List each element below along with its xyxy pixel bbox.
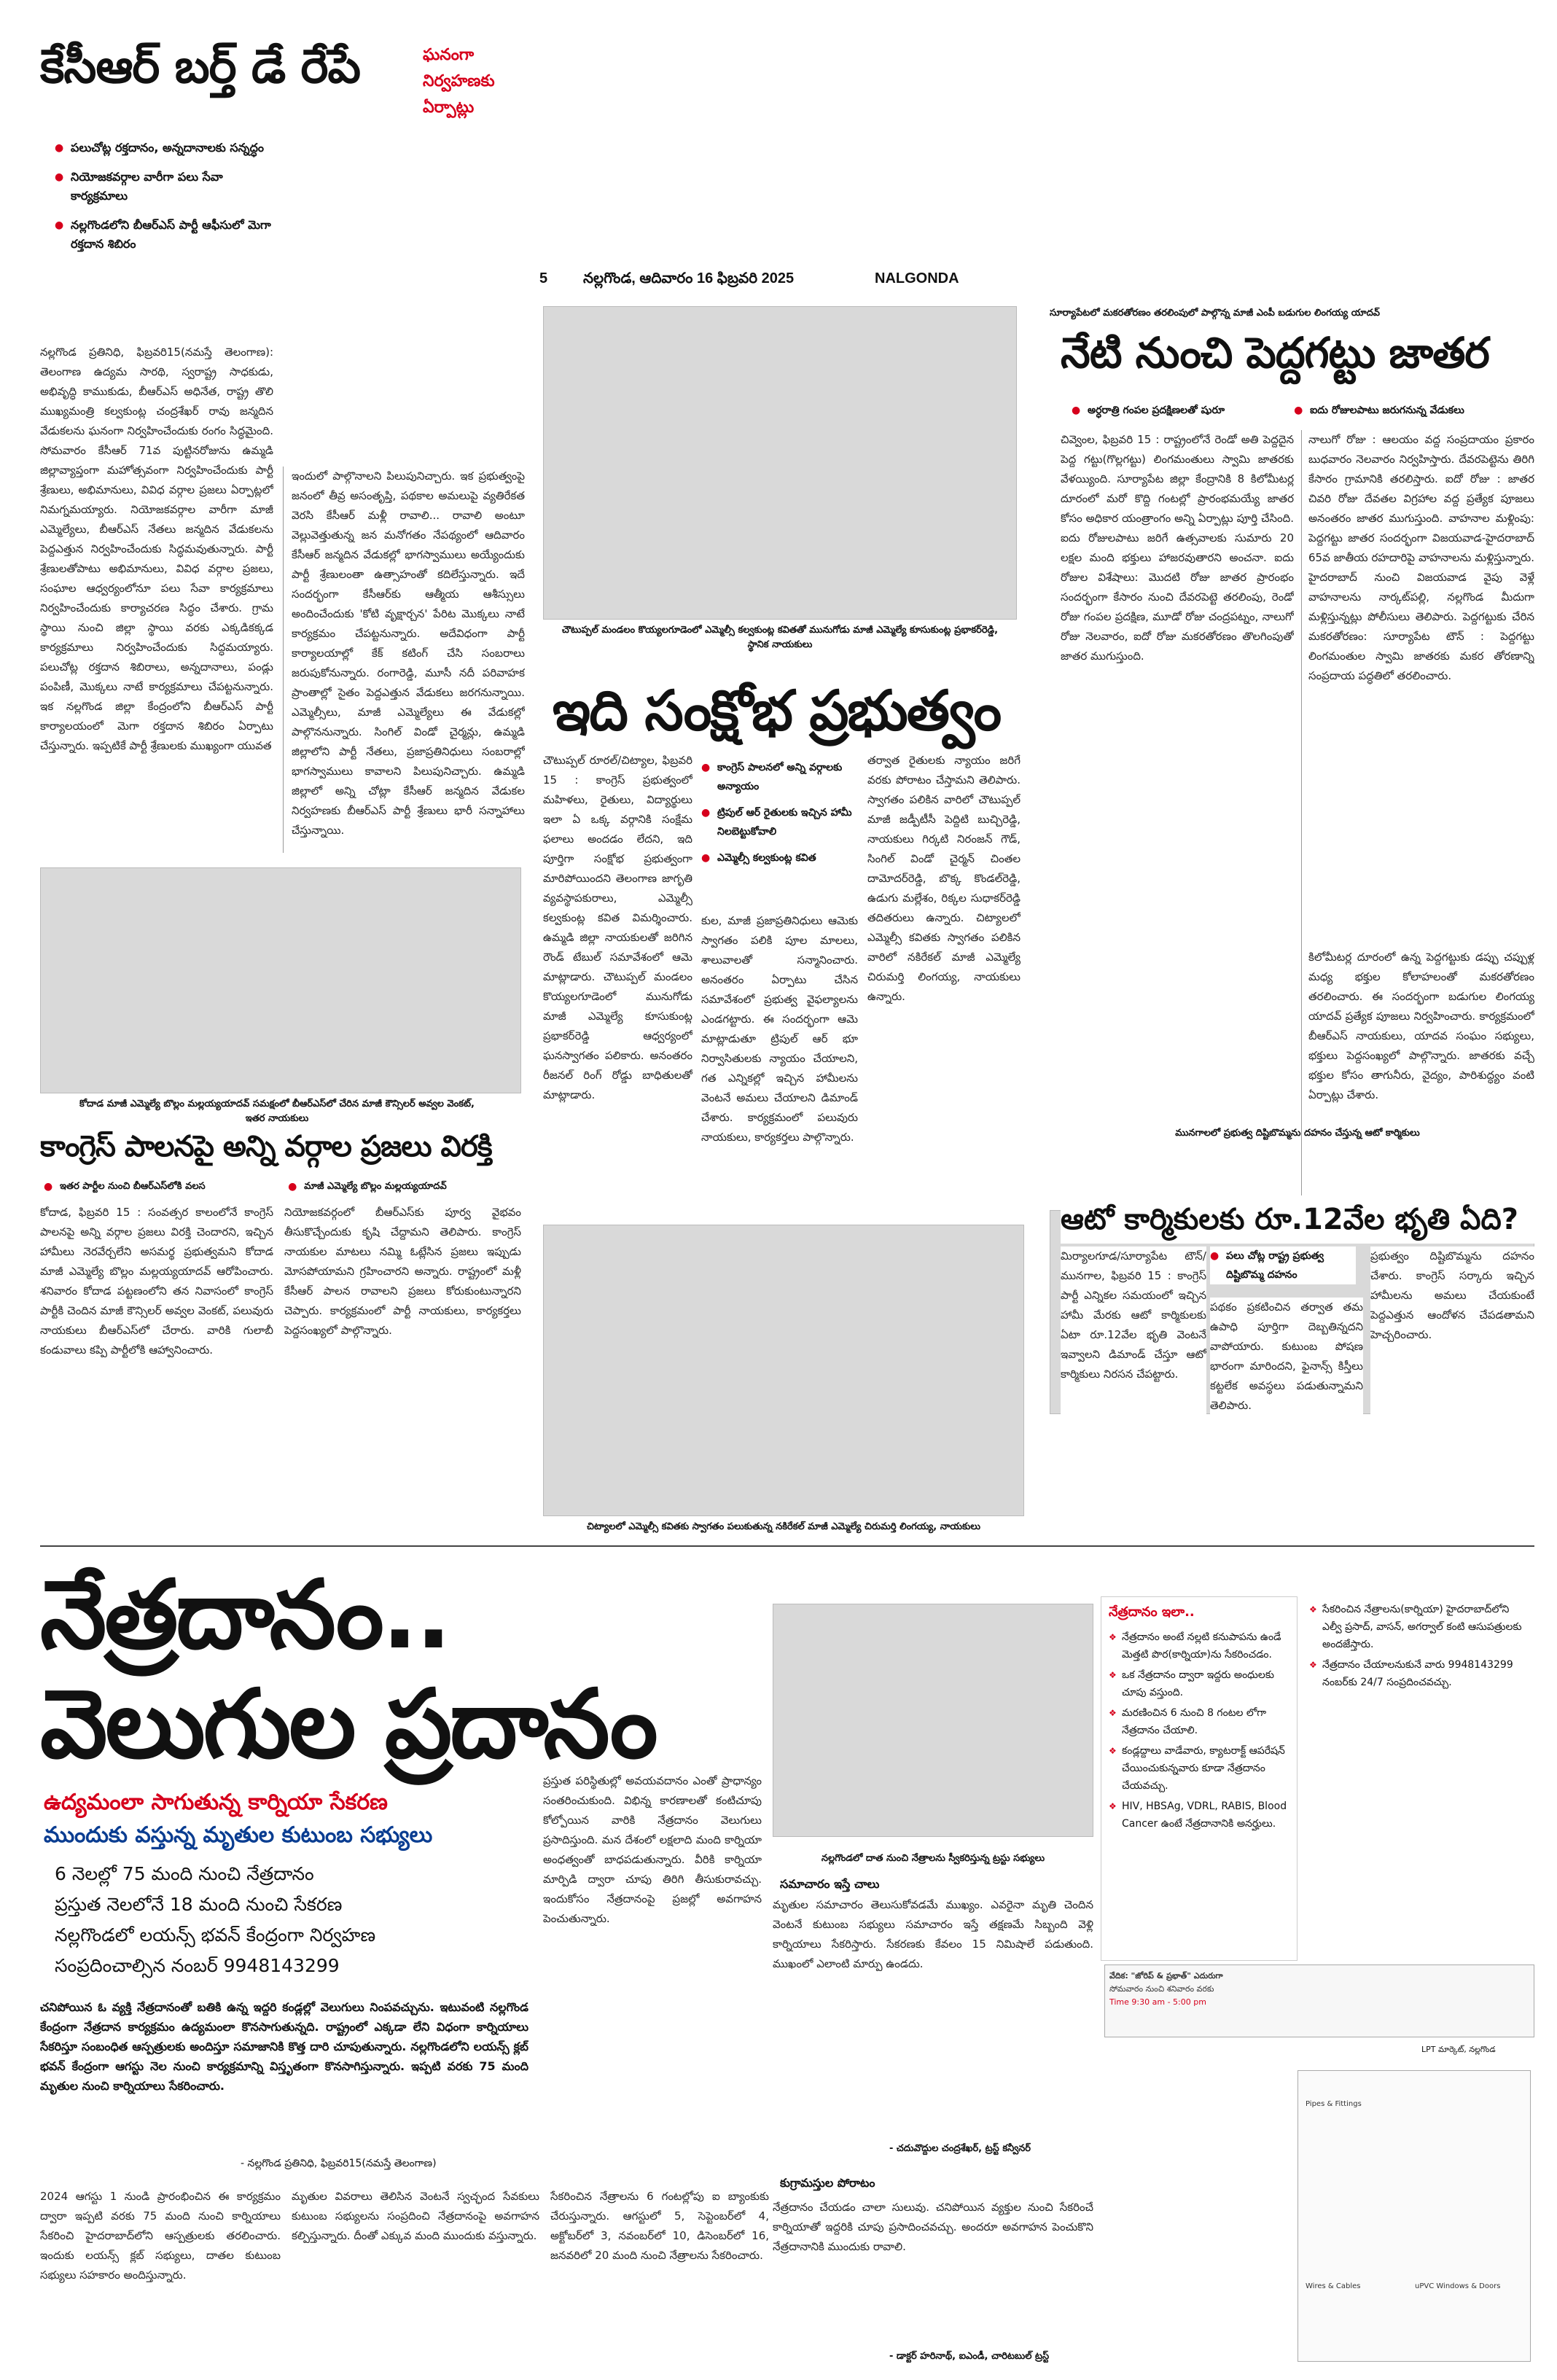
info-item: ❖ నేత్రదానం అంటే నల్లటి కనుపాపను ఉండే మెత్తటి పొర(కార్నియా)ను సేకరించడం. — [1109, 1628, 1289, 1663]
photo-caption: మునగాలలో ప్రభుత్వ దిష్టిబొమ్మను దహనం చేస్తున్న ఆటో కార్మికులు — [1175, 1128, 1420, 1139]
info-box-list — [1109, 1628, 1289, 1833]
congress-bullets — [44, 1177, 518, 1196]
ad-line: వేదిక: "జోరిప్ & ప్రభాత్" ఎదురుగా — [1109, 1971, 1223, 1981]
jatara-body-col3: కిలోమీటర్ల దూరంలో ఉన్న పెద్దగట్టుకు డప్పు చప్పుళ్ల మధ్య భక్తుల కోలాహలంతో మకరతోరణం తరలించారు. ఈ సందర్భంగా బడుగుల లింగయ్య యాదవ్ ప్రత్యేక పూజలు నిర్వహించారు. కార్యక్రమంలో బీఆర్ఎస్ నాయకులు, యాదవ సంఘం సభ్యులు, భక్తులు పెద్దసంఖ్యలో పాల్గొన్నారు. జాతరకు వచ్చే భక్తుల కోసం తాగునీరు, వైద్యం, పారిశుద్ధ్యం వంటి ఏర్పాట్లు చేశారు. — [1308, 951, 1534, 1101]
info-item: ❖ మరణించిన 6 నుంచి 8 గంటల లోగా నేత్రదానం చేయాలి. — [1109, 1704, 1289, 1739]
column-divider — [283, 467, 284, 853]
eye-subhead-2: ముందుకు వస్తున్న మృతుల కుటుంబ సభ్యులు — [44, 1822, 433, 1848]
kavitha-photo-2 — [543, 1225, 1024, 1516]
info-item: ❖ నేత్రదానం చేయాలనుకునే వారు 9948143299 నంబర్‌కు 24/7 సంప్రదించవచ్చు. — [1309, 1656, 1526, 1691]
eye-body-col-b: మృతుల సమాచారం తెలుసుకోవడమే ముఖ్యం. ఎవరైనా మృతి చెందిన వెంటనే కుటుంబ సభ్యులు సమాచారం ఇస్తే తక్షణమే సిబ్బంది వెళ్లి కార్నియాలు సేకరిస్తారు. సేకరణకు కేవలం 15 నిమిషాలే పడుతుంది. ముఖంలో ఎలాంటి మార్పు ఉండదు. — [773, 1898, 1093, 1970]
ad-line: Time 9:30 am - 5:00 pm — [1109, 1997, 1206, 2007]
eye-point: సంప్రదించాల్సిన నంబర్ 9948143299 — [55, 1955, 340, 1976]
jatara-bullets — [1072, 401, 1545, 420]
eye-point: 6 నెలల్లో 75 మంది నుంచి నేత్రదానం — [55, 1863, 314, 1884]
ad-label: Wires & Cables — [1306, 2282, 1361, 2290]
jatara-headline: నేటి నుంచి పెద్దగట్టు జాతర — [1061, 328, 1489, 378]
info-item: ❖ ఒక నేత్రదానం ద్వారా ఇద్దరు అంధులకు చూపు వస్తుంది. — [1109, 1666, 1289, 1701]
eye-dateline: - నల్లగొండ ప్రతినిధి, ఫిబ్రవరి15(నమస్తే తెలంగాణ) — [241, 2158, 437, 2169]
congress-bullet: ● ఇతర పార్టీల నుంచి బీఆర్ఎస్‌లోకి వలస — [44, 1177, 284, 1196]
info-box-list — [1309, 1601, 1526, 1691]
auto-body-col1: మిర్యాలగూడ/సూర్యాపేట టౌన్/మునగాల, ఫిబ్రవరి 15 : కాంగ్రెస్ పార్టీ ఎన్నికల సమయంలో ఇచ్చిన హామీ మేరకు ఆటో కార్మికులకు ఏటా రూ.12వేల భృతి వెంటనే ఇవ్వాలని డిమాండ్ చేస్తూ ఆటో కార్మికులు నిరసన చేపట్టారు. — [1061, 1246, 1206, 1523]
eye-body-signature: - చదువొద్దుల చంద్రశేఖర్, ట్రస్ట్ కన్వీనర్ — [889, 2143, 1031, 2154]
eye-body-col-c: 2024 ఆగస్టు 1 నుండి ప్రారంభించిన ఈ కార్యక్రమం ద్వారా ఇప్పటి వరకు 75 మంది నుంచి కార్నియాలు సేకరించి హైదరాబాద్‌లోని ఆస్పత్రులకు తరలించారు. ఇందుకు లయన్స్ క్లబ్ సభ్యులు, దాతల కుటుంబ సభ్యులు సహకారం అందిస్తున్నారు. — [40, 2190, 281, 2282]
crisis-body-col1: చౌటుప్పల్ రూరల్/చిట్యాల, ఫిబ్రవరి 15 : కాంగ్రెస్ ప్రభుత్వంలో మహిళలు, రైతులు, విద్యార్థులు ఇలా ఏ ఒక్క వర్గానికి సంక్షేమ ఫలాలు అందడం లేదని, ఇది పూర్తిగా సంక్షోభ ప్రభుత్వంగా మారిపోయిందని తెలంగాణ జాగృతి వ్యవస్థాపకురాలు, ఎమ్మెల్సీ కల్వకుంట్ల కవిత విమర్శించారు. ఉమ్మడి జిల్లా నాయకులతో జరిగిన రౌండ్ టేబుల్ సమావేశంలో ఆమె మాట్లాడారు. చౌటుప్పల్ మండలం కొయ్యలగూడెంలో మునుగోడు మాజీ ఎమ్మెల్యే కూసుకుంట్ల ప్రభాకర్‌రెడ్డి ఆధ్వర్యంలో ఘనస్వాగతం పలికారు. అనంతరం రీజనల్ రింగ్ రోడ్డు బాధితులతో మాట్లాడారు. — [543, 754, 692, 1101]
eye-subhead-1: ఉద్యమంలా సాగుతున్న కార్నియా సేకరణ — [44, 1790, 388, 1815]
crisis-body-col3: తర్వాత రైతులకు న్యాయం జరిగే వరకు పోరాటం చేస్తామని తెలిపారు. స్వాగతం పలికిన వారిలో చౌటుప్పల్ మాజీ జడ్పీటీసీ పెద్దిటి బుచ్చిరెడ్డి, నాయకులు గిర్కటి నిరంజన్ గౌడ్, సింగిల్ విండో చైర్మన్ చింతల దామోదర్‌రెడ్డి, బొక్క కొండల్‌రెడ్డి, ఉడుగు మల్లేశం, రిక్కల సుధాకర్‌రెడ్డి తదితరులు ఉన్నారు. చిట్యాలలో ఎమ్మెల్సీ కవితకు స్వాగతం పలికిన వారిలో నకిరేకల్ మాజీ ఎమ్మెల్యే చిరుమర్తి లింగయ్య, నాయకులు ఉన్నారు. — [867, 754, 1021, 1003]
crisis-bullet: ● ట్రిపుల్ ఆర్ రైతులకు ఇచ్చిన హామీ నిలబెట్టుకోవాలి — [701, 803, 854, 841]
eye-point: నల్లగొండలో లయన్స్ భవన్ కేంద్రంగా నిర్వహణ — [55, 1924, 376, 1946]
jatara-bullet: ● ఐదు రోజులపాటు జరుగనున్న వేడుకలు — [1294, 401, 1513, 420]
info-item: ❖ HIV, HBSAg, VDRL, RABIS, Blood Cancer ఉంటే నేత్రదానానికి అనర్హులు. — [1109, 1798, 1289, 1833]
kavitha-photo-1 — [543, 306, 1017, 620]
info-item: ❖ సేకరించిన నేత్రాలను(కార్నియా) హైదరాబాద్‌లోని ఎల్వీ ప్రసాద్, వాసన్, అగర్వాల్ కంటి ఆసుపత్రులకు అందజేస్తారు. — [1309, 1601, 1526, 1653]
edition-name: NALGONDA — [875, 270, 959, 286]
eye-info-box-2 — [1305, 1596, 1531, 1815]
congress-bullet: ● మాజీ ఎమ్మెల్యే బొల్లం మల్లయ్యయాదవ్ — [288, 1177, 514, 1196]
eye-subsection-title: కుగ్రామస్తుల పోరాటం — [780, 2176, 875, 2190]
kcr-bullet: ● పలుచోట్ల రక్తదానం, అన్నదానాలకు సన్నద్ధం — [55, 138, 281, 157]
congress-body-col1: కోదాడ, ఫిబ్రవరి 15 : సంవత్సర కాలంలోనే కాంగ్రెస్ పాలనపై అన్ని వర్గాల ప్రజలు విరక్తి చెందారని, ఇచ్చిన హామీలు నెరవేర్చలేని అసమర్థ ప్రభుత్వమని కోదాడ మాజీ ఎమ్మెల్యే బొల్లం మల్లయ్యయాదవ్ ఆరోపించారు. శనివారం కోదాడ పట్టణంలోని తన నివాసంలో కాంగ్రెస్ పార్టీకి చెందిన మాజీ కౌన్సిలర్ అవ్వల వెంకట్, పలువురు నాయకులు బీఆర్ఎస్‌లో చేరారు. వారికి గులాబీ కండువాలు కప్పి పార్టీలోకి ఆహ్వానించారు. — [40, 1206, 273, 1357]
jatara-body-col2: నాలుగో రోజు : ఆలయం వద్ద సంప్రదాయం ప్రకారం బుధవారం నెలవారం నిర్వహిస్తారు. దేవరపెట్టెను తిరిగి కేసారం గ్రామానికి తరలిస్తారు. ఐదో రోజు : జాతర చివరి రోజు దేవతల విగ్రహాల వద్ద ప్రత్యేక పూజలు అనంతరం జాతర ముగుస్తుంది. వాహనాల మళ్లింపు: పెద్దగట్టు జాతర సందర్భంగా విజయవాడ-హైదరాబాద్ 65వ జాతీయ రహదారిపై వాహనాలను మళ్లిస్తున్నారు. హైదరాబాద్ నుంచి విజయవాడ వైపు వెళ్లే వాహనాలను నార్కట్‌పల్లి, నల్లగొండ మీదుగా మళ్లిస్తున్నట్లు పోలీసులు తెలిపారు. పెద్దగట్టుకు చేరిన మకరతోరణం: సూర్యాపేట టౌన్ : పెద్దగట్టు లింగమంతుల స్వామి జాతరకు మకర తోరణాన్ని సంప్రదాయ పద్ధతిలో తరలించారు. — [1308, 433, 1534, 682]
info-item: ❖ కండ్లద్దాలు వాడేవారు, క్యాటరాక్ట్ ఆపరేషన్ చేయించుకున్నవారు కూడా నేత్రదానం చేయవచ్చు. — [1109, 1742, 1289, 1795]
eye-body-col-d: మృతుల వివరాలు తెలిసిన వెంటనే స్వచ్ఛంద సేవకులు కుటుంబ సభ్యులను సంప్రదించి నేత్రదానంపై అవగాహన కల్పిస్తున్నారు. దీంతో ఎక్కువ మంది ముందుకు వస్తున్నారు. — [292, 2190, 539, 2242]
column-divider — [1301, 430, 1302, 1195]
crisis-headline: ఇది సంక్షోభ ప్రభుత్వం — [552, 678, 1001, 743]
eye-body-signature: - డాక్టర్ హరినాథ్, ఐఎండీ, చారిటబుల్ ట్రస్ట్ — [889, 2351, 1050, 2362]
kcr-headline: కేసీఆర్ బర్త్ డే రేపే — [40, 40, 360, 94]
eye-lead: చనిపోయిన ఓ వ్యక్తి నేత్రదానంతో బతికి ఉన్న ఇద్దరి కండ్లల్లో వెలుగులు నింపవచ్చును. ఇటువంటి నల్లగొండ కేంద్రంగా నేత్రదాన కార్యక్రమం ఉద్యమంలా కొనసాగుతున్నది. రాష్ట్రంలో ఎక్కడా లేని విధంగా కార్నియాలు సేకరిస్తూ సంబంధిత ఆస్పత్రులకు అందిస్తూ సమాజానికి కొత్త దారి చూపుతున్నారు. నల్లగొండలోని లయన్స్ క్లబ్ భవన్ కేంద్రంగా ఆగస్టు నెల నుంచి కార్యక్రమాన్ని విస్తృతంగా కొనసాగిస్తున్నారు. ఇప్పటి వరకు 75 మంది మృతుల నుంచి కార్నియాలు సేకరించారు. — [40, 2000, 528, 2093]
eye-body-col-f: నేత్రదానం చేయడం చాలా సులువు. చనిపోయిన వ్యక్తుల నుంచి సేకరించే కార్నియాతో ఇద్దరికి చూపు ప్రసాదించవచ్చు. అందరూ అవగాహన పెంచుకొని నేత్రదానానికి ముందుకు రావాలి. — [773, 2201, 1093, 2253]
eye-key-points — [55, 1859, 528, 1981]
eye-point: ప్రస్తుత నెలలోనే 18 మంది నుంచి సేకరణ — [55, 1894, 343, 1915]
info-box-title: నేత్రదానం ఇలా.. — [1109, 1604, 1195, 1620]
kodad-photo — [40, 867, 521, 1093]
photo-caption: నల్లగొండలో దాత నుంచి నేత్రాలను స్వీకరిస్తున్న ట్రస్టు సభ్యులు — [821, 1853, 1045, 1864]
photo-caption: కోదాడ మాజీ ఎమ్మెల్యే బొల్లం మల్లయ్యయాదవ్ సమక్షంలో బీఆర్ఎస్‌లో చేరిన మాజీ కౌన్సిలర్ అవ్వల వెంకట్, ఇతర నాయకులు — [79, 1099, 475, 1124]
kcr-body-col2: ఇందులో పాల్గొనాలని పిలుపునిచ్చారు. ఇక ప్రభుత్వంపై జనంలో తీవ్ర అసంతృప్తి, పథకాల అమలుపై వ్యతిరేకత వెరసి కేసీఆర్ మళ్లీ రావాలి... రావాలి అంటూ వెల్లువెత్తుతున్న జన మనోగతం నేపథ్యంలో ఆదివారం కేసీఆర్ జన్మదిన వేడుకల్లో భాగస్వాములు అయ్యేందుకు పార్టీ శ్రేణులంతా ఉత్సాహంతో కదిలేస్తున్నారు. ఇదే సందర్భంగా కేసీఆర్‌కు ఆత్మీయ ఆశీస్సులు అందించేందుకు 'కోటి వృక్షార్చన' పేరిట మొక్కలు నాటే కార్యక్రమం చేపట్టనున్నారు. అదేవిధంగా పార్టీ కార్యాలయాల్లో కేక్ కటింగ్ చేసి సంబరాలు జరుపుకోనున్నారు. రంగారెడ్డి, మూసీ నదీ పరివాహక ప్రాంతాల్లో సైతం పెద్దఎత్తున వేడుకలు జరగనున్నాయి. ఎమ్మెల్సీలు, మాజీ ఎమ్మెల్యేలు ఈ వేడుకల్లో పాల్గొననున్నారు. సింగిల్ విండో చైర్మన్లు, ఉమ్మడి జిల్లాలోని పార్టీ నేతలు, ప్రజాప్రతినిధులు సంబరాల్లో భాగస్వాములు కావాలని పిలుపునిచ్చారు. ఉమ్మడి జిల్లాలో అన్ని చోట్లా కేసీఆర్ జన్మదిన వేడుకల నిర్వహణకు బీఆర్ఎస్ పార్టీ శ్రేణులు భారీ సన్నాహాలు చేస్తున్నాయి. — [292, 469, 525, 837]
photo-caption: చిట్యాలలో ఎమ్మెల్సీ కవితకు స్వాగతం పలుకుతున్న నకిరేకల్ మాజీ ఎమ్మెల్యే చిరుమర్తి లింగయ్య, నాయకులు — [587, 1521, 980, 1532]
crisis-bullet: ● ఎమ్మెల్సీ కల్వకుంట్ల కవిత — [701, 848, 854, 867]
crisis-bullets — [701, 758, 854, 867]
page-header — [539, 266, 991, 295]
photo-caption: చౌటుప్పల్ మండలం కొయ్యలగూడెంలో ఎమ్మెల్సీ కల్వకుంట్ల కవితతో మునుగోడు మాజీ ఎమ్మెల్యే కూసుకుంట్ల ప్రభాకర్‌రెడ్డి, స్థానిక నాయకులు — [561, 625, 999, 650]
auto-body-col3: ప్రభుత్వం దిష్టిబొమ్మను దహనం చేశారు. కాంగ్రెస్ సర్కారు ఇచ్చిన హామీలను అమలు చేయకుంటే పెద్దఎత్తున ఆందోళన చేపడతామని హెచ్చరించారు. — [1370, 1246, 1534, 1523]
eye-info-box — [1101, 1596, 1298, 1961]
auto-headline: ఆటో కార్మికులకు రూ.12వేల భృతి ఏది? — [1061, 1203, 1534, 1244]
eye-headline-1: నేత్రదానం.. — [40, 1559, 450, 1670]
kcr-bullet: ● నల్లగొండలోని బీఆర్ఎస్ పార్టీ ఆఫీసులో మెగా రక్తదాన శిబిరం — [55, 216, 281, 254]
eye-subsection-title: సమాచారం ఇస్తే చాలు — [780, 1877, 880, 1891]
jatara-bullet: ● అర్ధరాత్రి గంపల ప్రదక్షిణలతో షురూ — [1072, 401, 1290, 420]
eye-body-col-a: ప్రస్తుత పరిస్థితుల్లో అవయవదానం ఎంతో ప్రాధాన్యం సంతరించుకుంది. విభిన్న కారణాలతో కంటిచూపు కోల్పోయిన వారికి నేత్రదానం వెలుగులు ప్రసాదిస్తుంది. మన దేశంలో లక్షలాది మంది కార్నియా అంధత్వంతో బాధపడుతున్నారు. వీరికి కార్నియా మార్పిడి ద్వారా చూపు తిరిగి తీసుకురావచ్చు. ఇందుకోసం నేత్రదానంపై ప్రజల్లో అవగాహన పెంచుతున్నారు. — [543, 1774, 762, 1925]
auto-bullets — [1210, 1246, 1356, 1284]
page-dateline: నల్లగొండ, ఆదివారం 16 ఫిబ్రవరి 2025 — [583, 270, 795, 286]
section-divider — [40, 1545, 1534, 1547]
auto-body-col2: పథకం ప్రకటించిన తర్వాత తమ ఉపాధి పూర్తిగా దెబ్బతిన్నదని వాపోయారు. కుటుంబ పోషణ భారంగా మారిందని, ఫైనాన్స్ కిస్తీలు కట్టలేక అవస్థలు పడుతున్నామని తెలిపారు. — [1210, 1298, 1363, 1523]
eye-headline-2: వెలుగుల ప్రదానం — [40, 1669, 656, 1779]
congress-headline: కాంగ్రెస్ పాలనపై అన్ని వర్గాల ప్రజలు విరక్తి — [40, 1130, 492, 1163]
advertisement — [1104, 1965, 1534, 2037]
advertisement — [1298, 2070, 1531, 2362]
jatara-body-col1: చివ్వెంల, ఫిబ్రవరి 15 : రాష్ట్రంలోనే రెండో అతి పెద్దదైన పెద్ద గట్టు(గొల్లగట్టు) లింగమంతులు స్వామి జాతరకు వేళయ్యింది. సూర్యాపేట జిల్లా కేంద్రానికి 8 కిలోమీటర్ల దూరంలో మరో కొద్ది గంటల్లో ప్రారంభమయ్యే జాతర కోసం అధికార యంత్రాంగం అన్ని ఏర్పాట్లు పూర్తి చేసింది. ఐదు రోజులపాటు జరిగే ఉత్సవాలకు సుమారు 20 లక్షల మంది భక్తులు హాజరవుతారని అంచనా. ఐదు రోజుల విశేషాలు: మొదటి రోజు జాతర ప్రారంభం సందర్భంగా కేసారం నుంచి దేవరపెట్టె తరలింపు, రెండో రోజు గంపల ప్రదక్షిణ, మూడో రోజు చంద్రపట్నం, నాలుగో రోజు నెలవారం, ఐదో రోజు మకరతోరణం తొలగింపుతో జాతర ముగుస్తుంది. — [1061, 433, 1294, 663]
crisis-body-col2: కుల, మాజీ ప్రజాప్రతినిధులు ఆమెకు స్వాగతం పలికి పూల మాలలు, శాలువాలతో సన్మానించారు. అనంతరం ఏర్పాటు చేసిన సమావేశంలో ప్రభుత్వ వైఫల్యాలను ఎండగట్టారు. ఈ సందర్భంగా ఆమె మాట్లాడుతూ ట్రిపుల్ ఆర్ భూ నిర్వాసితులకు న్యాయం చేయాలని, గత ఎన్నికల్లో ఇచ్చిన హామీలను వెంటనే అమలు చేయాలని డిమాండ్ చేశారు. కార్యక్రమంలో పలువురు నాయకులు, కార్యకర్తలు పాల్గొన్నారు. — [701, 914, 858, 1144]
ad-line: సోమవారం నుంచి శనివారం వరకు — [1109, 1984, 1214, 1994]
ad-caption: LPT మార్కెట్, నల్లగొండ — [1421, 2045, 1496, 2054]
page-number: 5 — [539, 270, 548, 286]
auto-bullet: ● పలు చోట్ల రాష్ట్ర ప్రభుత్వ దిష్టిబొమ్మ దహనం — [1210, 1246, 1356, 1284]
eye-donation-photo — [773, 1604, 1093, 1837]
crisis-bullet: ● కాంగ్రెస్ పాలనలో అన్ని వర్గాలకు అన్యాయం — [701, 758, 854, 796]
kcr-bullets — [55, 138, 281, 254]
ad-label: Pipes & Fittings — [1306, 2100, 1362, 2108]
ad-label: uPVC Windows & Doors — [1415, 2282, 1501, 2290]
jatara-kicker: సూర్యాపేటలో మకరతోరణం తరలింపులో పాల్గొన్న మాజీ ఎంపీ బడుగుల లింగయ్య యాదవ్ — [1050, 308, 1381, 319]
kcr-bullet: ● నియోజకవర్గాల వారీగా పలు సేవా కార్యక్రమాలు — [55, 168, 281, 206]
eye-body-col-e: సేకరించిన నేత్రాలను 6 గంటల్లోపు ఐ బ్యాంకుకు చేరుస్తున్నారు. ఆగస్టులో 5, సెప్టెంబర్‌లో 4, అక్టోబర్‌లో 3, నవంబర్‌లో 10, డిసెంబర్‌లో 16, జనవరిలో 20 మంది నుంచి నేత్రాలను సేకరించారు. — [550, 2190, 769, 2262]
congress-body-col2: నియోజకవర్గంలో బీఆర్ఎస్‌కు పూర్వ వైభవం తీసుకొచ్చేందుకు కృషి చేద్దామని తెలిపారు. కాంగ్రెస్ నాయకుల మాటలు నమ్మి ఓట్లేసిన ప్రజలు ఇప్పుడు మోసపోయామని గ్రహించారని అన్నారు. రాష్ట్రంలో మళ్లీ కేసీఆర్ పాలన రావాలని ప్రజలు కోరుకుంటున్నారని చెప్పారు. కార్యక్రమంలో పార్టీ నాయకులు, కార్యకర్తలు పెద్దసంఖ్యలో పాల్గొన్నారు. — [284, 1206, 521, 1337]
kcr-side-kicker: ఘనంగా నిర్వహణకు ఏర్పాట్లు — [423, 46, 495, 117]
kcr-body-col1: నల్లగొండ ప్రతినిధి, ఫిబ్రవరి15(నమస్తే తెలంగాణ): తెలంగాణ ఉద్యమ సారథి, స్వరాష్ట్ర సాధకుడు, అభివృద్ధి కాముకుడు, బీఆర్ఎస్ అధినేత, రాష్ట్ర తొలి ముఖ్యమంత్రి కల్వకుంట్ల చంద్రశేఖర్ రావు జన్మదిన వేడుకలను ఘనంగా నిర్వహించేందుకు రంగం సిద్ధమైంది. సోమవారం కేసీఆర్ 71వ పుట్టినరోజును ఉమ్మడి జిల్లావ్యాప్తంగా మహోత్సవంగా నిర్వహించేందుకు పార్టీ శ్రేణులు, అభిమానులు, వివిధ వర్గాల ప్రజలు ఏర్పాట్లలో నిమగ్నమయ్యారు. నియోజకవర్గాల వారీగా మాజీ ఎమ్మెల్యేలు, బీఆర్ఎస్ నేతలు జన్మదిన వేడుకలను పెద్దఎత్తున నిర్వహించేందుకు సిద్ధమవుతున్నారు. పార్టీ శ్రేణులతోపాటు అభిమానులు, వివిధ వర్గాల ప్రజలు, సంఘాల ఆధ్వర్యంలోనూ పలు సేవా కార్యక్రమాలు నిర్వహించేందుకు కార్యాచరణ సిద్ధం చేశారు. గ్రామ స్థాయి నుంచి జిల్లా స్థాయి వరకు ఎక్కడికక్కడ కార్యక్రమాలు నిర్వహించేందుకు సిద్ధమయ్యారు. పలుచోట్ల రక్తదాన శిబిరాలు, అన్నదానాలు, పండ్లు పంపిణీ, మొక్కలు నాటే కార్యక్రమాలు చేపట్టనున్నారు. ఇక నల్లగొండ జిల్లా కేంద్రంలోని బీఆర్ఎస్ పార్టీ కార్యాలయంలో మెగా రక్తదాన శిబిరం ఏర్పాటు చేస్తున్నారు. ఇప్పటికే పార్టీ శ్రేణులకు ముఖ్యంగా యువత — [40, 346, 273, 752]
